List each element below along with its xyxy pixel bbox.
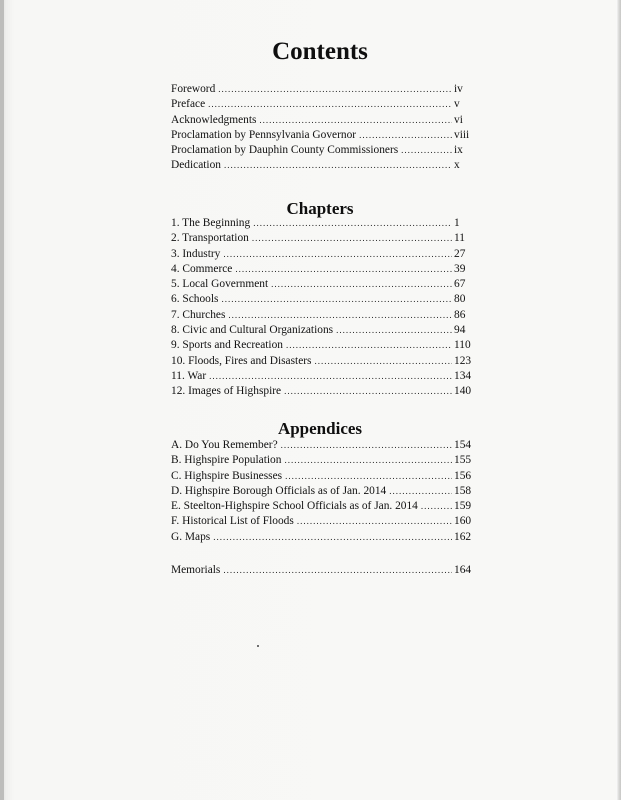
toc-entry-label: F. Historical List of Floods [171, 515, 294, 528]
toc-entry-page: x [454, 159, 460, 172]
dot-leader [271, 277, 452, 292]
toc-entry-label: 8. Civic and Cultural Organizations [171, 324, 334, 337]
page-right-edge [616, 0, 621, 800]
toc-entry-page: 110 [454, 339, 471, 352]
scan-speck [257, 645, 259, 647]
toc-entry-page: 80 [454, 293, 466, 306]
dot-leader [213, 530, 452, 545]
toc-entry [171, 323, 471, 338]
dot-leader [208, 97, 452, 112]
dot-leader [259, 113, 452, 128]
toc-entry [171, 158, 471, 173]
dot-leader [224, 158, 452, 173]
chapters-list [171, 216, 471, 400]
toc-entry-page: 134 [454, 369, 472, 382]
toc-entry [171, 277, 471, 292]
toc-entry-page: 27 [454, 247, 466, 260]
dot-leader [209, 369, 452, 384]
toc-entry [171, 530, 471, 545]
toc-entry-label: 9. Sports and Recreation [171, 339, 283, 352]
appendices-list [171, 438, 471, 545]
toc-entry [171, 82, 471, 97]
dot-leader [389, 484, 452, 499]
toc-entry [171, 143, 471, 158]
dot-leader [401, 143, 452, 158]
toc-entry [171, 469, 471, 484]
toc-entry-page: viii [454, 128, 470, 141]
dot-leader [359, 128, 452, 143]
dot-leader [253, 216, 452, 231]
page-title: Contents [272, 38, 368, 65]
toc-entry [171, 453, 471, 468]
toc-entry-page: 140 [454, 385, 472, 398]
toc-entry [171, 216, 471, 231]
dot-leader [286, 338, 452, 353]
toc-entry-label: B. Highspire Population [171, 454, 282, 467]
toc-entry-page: 158 [454, 484, 472, 497]
toc-entry-page: vi [454, 113, 463, 126]
toc-entry-page: 67 [454, 278, 466, 291]
toc-entry-page: 154 [454, 439, 472, 451]
toc-entry [171, 499, 471, 514]
toc-entry-page: 123 [454, 354, 472, 367]
toc-entry-label: A. Do You Remember? [171, 439, 278, 451]
toc-entry-label: C. Highspire Businesses [171, 469, 283, 482]
toc-entry-label: 6. Schools [171, 293, 219, 306]
toc-entry-page: 86 [454, 308, 466, 321]
toc-entry [171, 369, 471, 384]
toc-entry-page: 156 [454, 469, 472, 482]
front-matter-list [171, 82, 471, 174]
dot-leader [281, 438, 452, 453]
page-left-edge [0, 0, 4, 800]
toc-entry [171, 262, 471, 277]
dot-leader [297, 514, 452, 529]
toc-entry-page: 11 [454, 232, 465, 245]
toc-entry-label: Proclamation by Dauphin County Commissioners [171, 144, 399, 157]
dot-leader [252, 231, 452, 246]
toc-entry-label: 10. Floods, Fires and Disasters [171, 354, 312, 367]
toc-entry-label: Preface [171, 98, 206, 111]
toc-entry-page: 159 [454, 500, 472, 513]
toc-entry-label: 11. War [171, 369, 207, 382]
toc-entry [171, 231, 471, 246]
dot-leader [223, 563, 452, 578]
toc-entry-label: 7. Churches [171, 308, 226, 321]
toc-entry-label: 3. Industry [171, 247, 221, 260]
dot-leader [223, 247, 452, 262]
toc-entry-label: D. Highspire Borough Officials as of Jan. 2014 [171, 484, 387, 497]
dot-leader [314, 354, 452, 369]
toc-entry-label: Dedication [171, 159, 221, 172]
toc-entry-page: 164 [454, 564, 472, 576]
toc-entry [171, 113, 471, 128]
toc-entry-label: Proclamation by Pennsylvania Governor [171, 128, 357, 141]
dot-leader [235, 262, 452, 277]
toc-entry [171, 514, 471, 529]
toc-entry [171, 563, 471, 578]
toc-entry [171, 97, 471, 112]
toc-entry-page: v [454, 98, 460, 111]
memorials-list [171, 563, 471, 578]
toc-entry [171, 354, 471, 369]
toc-entry-label: G. Maps [171, 530, 211, 543]
toc-entry-label: 4. Commerce [171, 262, 233, 275]
dot-leader [421, 499, 452, 514]
toc-entry [171, 338, 471, 353]
dot-leader [284, 384, 452, 399]
toc-entry [171, 247, 471, 262]
dot-leader [284, 453, 452, 468]
toc-entry [171, 308, 471, 323]
chapters-heading: Chapters [286, 199, 354, 218]
toc-entry [171, 128, 471, 143]
toc-entry-page: 160 [454, 515, 472, 528]
dot-leader [228, 308, 452, 323]
toc-entry-page: 94 [454, 324, 466, 337]
toc-entry-label: Acknowledgments [171, 113, 257, 126]
toc-entry-label: 5. Local Government [171, 278, 269, 291]
dot-leader [221, 292, 452, 307]
toc-entry [171, 384, 471, 399]
toc-entry-label: 2. Transportation [171, 232, 249, 245]
toc-entry-label: Foreword [171, 83, 216, 95]
dot-leader [336, 323, 452, 338]
dot-leader [285, 469, 452, 484]
toc-entry-page: 39 [454, 262, 466, 275]
toc-entry [171, 438, 471, 453]
toc-entry [171, 484, 471, 499]
dot-leader [218, 82, 452, 97]
toc-entry-label: 1. The Beginning [171, 217, 251, 229]
toc-entry-page: ix [454, 144, 463, 157]
appendices-heading: Appendices [277, 419, 363, 438]
toc-entry-page: iv [454, 83, 463, 95]
toc-entry [171, 292, 471, 307]
toc-entry-page: 162 [454, 530, 472, 543]
toc-entry-page: 1 [454, 217, 460, 229]
toc-entry-label: 12. Images of Highspire [171, 385, 282, 398]
toc-entry-page: 155 [454, 454, 472, 467]
toc-entry-label: Memorials [171, 564, 221, 576]
toc-entry-label: E. Steelton-Highspire School Officials as of Jan. 2014 [171, 500, 418, 513]
